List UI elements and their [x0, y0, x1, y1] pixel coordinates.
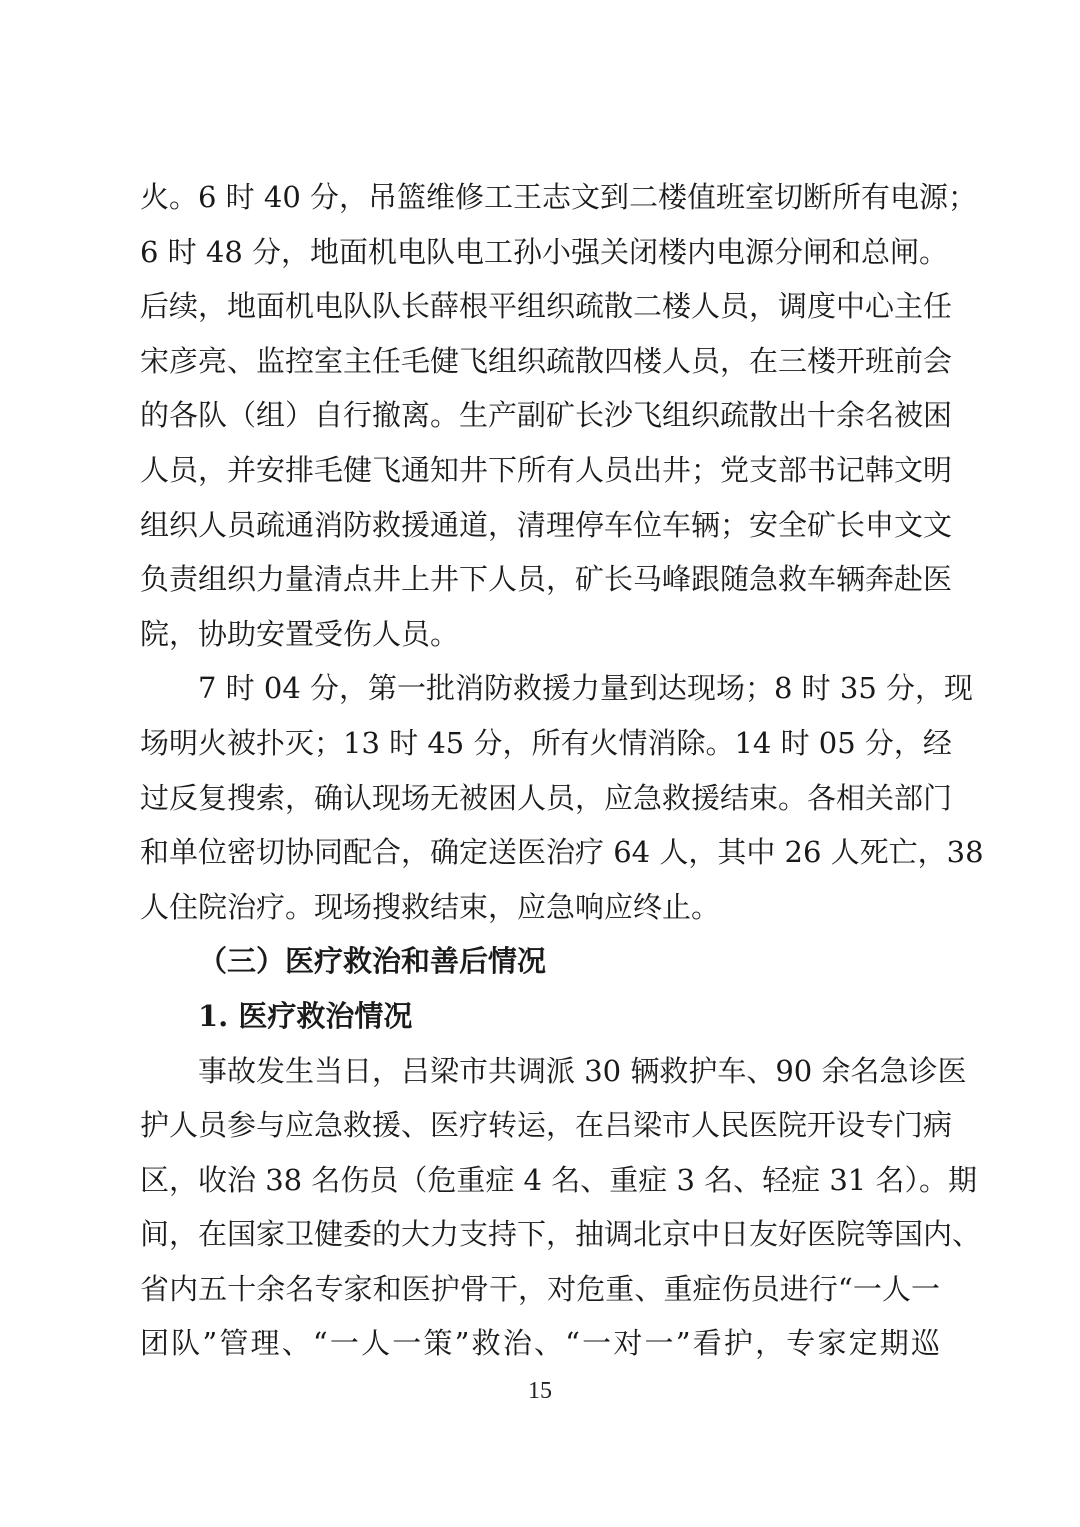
paragraph-line: 院，协助安置受伤人员。 — [140, 616, 460, 651]
paragraph-line: 火。6 时 40 分，吊篮维修工王志文到二楼值班室切断所有电源； — [140, 180, 978, 214]
paragraph-line: 团队”管理、“一人一策”救治、“一对一”看护，专家定期巡 — [140, 1326, 940, 1361]
paragraph-line: 7 时 04 分，第一批消防救援力量到达现场；8 时 35 分，现 — [198, 671, 974, 706]
paragraph-line: 6 时 48 分，地面机电队电工孙小强关闭楼内电源分闸和总闸。 — [140, 234, 949, 269]
paragraph-line: 人住院治疗。现场搜救结束，应急响应终止。 — [140, 889, 721, 924]
paragraph-line: 省内五十余名专家和医护骨干，对危重、重症伤员进行“一人一 — [140, 1271, 940, 1306]
subsection-heading: 1. 医疗救治情况 — [198, 998, 413, 1033]
paragraph-line: 区，收治 38 名伤员（危重症 4 名、重症 3 名、轻症 31 名）。期 — [140, 1162, 977, 1197]
section-heading: （三）医疗救治和善后情况 — [198, 944, 547, 979]
paragraph-line: 的各队（组）自行撤离。生产副矿长沙飞组织疏散出十余名被困 — [140, 398, 953, 433]
paragraph-line: 人员，并安排毛健飞通知井下所有人员出井；党支部书记韩文明 — [140, 452, 953, 487]
paragraph-line: 组织人员疏通消防救援通道，清理停车位车辆；安全矿长申文文 — [140, 507, 953, 542]
paragraph-line: 护人员参与应急救援、医疗转运，在吕梁市人民医院开设专门病 — [140, 1108, 953, 1143]
paragraph-line: 和单位密切协同配合，确定送医治疗 64 人，其中 26 人死亡，38 — [140, 835, 984, 870]
paragraph-line: 事故发生当日，吕梁市共调派 30 辆救护车、90 余名急诊医 — [198, 1053, 967, 1088]
paragraph-line: 负责组织力量清点井上井下人员，矿长马峰跟随急救车辆奔赴医 — [140, 562, 953, 597]
page-number: 15 — [528, 1378, 552, 1404]
paragraph-line: 后续，地面机电队队长薛根平组织疏散二楼人员，调度中心主任 — [140, 289, 953, 324]
paragraph-line: 宋彦亮、监控室主任毛健飞组织疏散四楼人员，在三楼开班前会 — [140, 343, 953, 378]
paragraph-line: 间，在国家卫健委的大力支持下，抽调北京中日友好医院等国内、 — [140, 1217, 982, 1252]
paragraph-line: 过反复搜索，确认现场无被困人员，应急救援结束。各相关部门 — [140, 780, 953, 815]
body-text — [140, 170, 984, 1371]
paragraph-line: 场明火被扑灭；13 时 45 分，所有火情消除。14 时 05 分，经 — [140, 725, 952, 760]
